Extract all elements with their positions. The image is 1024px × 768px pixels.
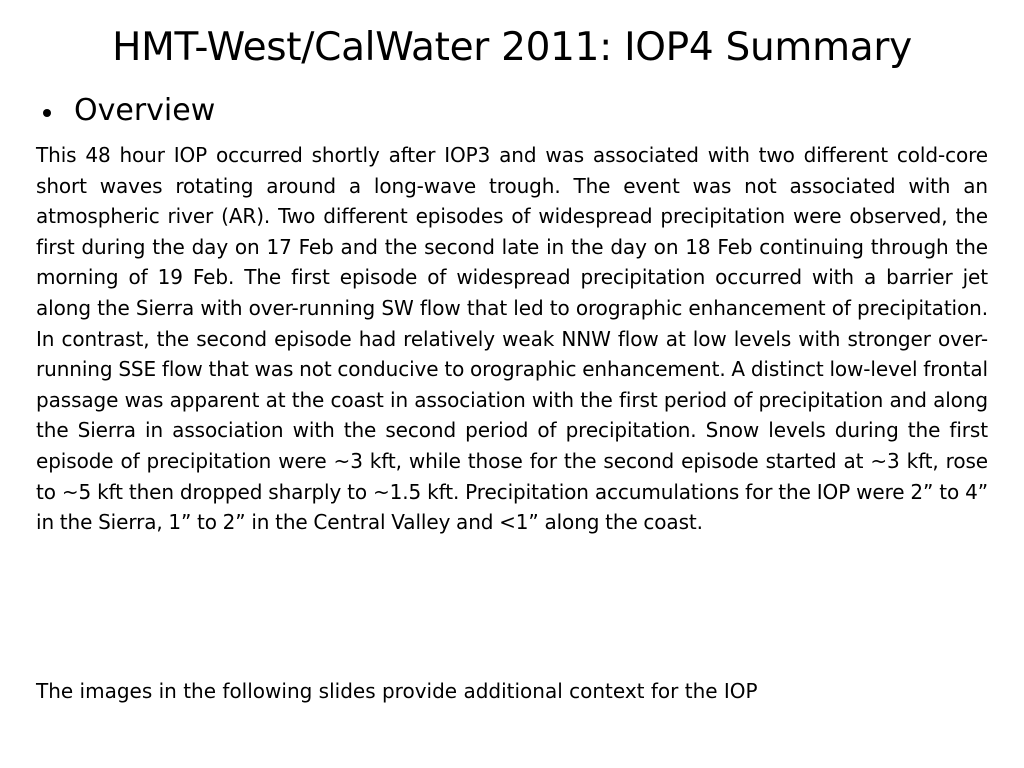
- bullet-label: Overview: [74, 93, 216, 128]
- overview-paragraph: This 48 hour IOP occurred shortly after IOP3 and was associated with two different cold-core short waves rotating around a long-wave trough. The event was not associated with an atmospheric river (AR). Two different episodes of widespread precipitation were observed, the first during the day on 17 Feb and the second late in the day on 18 Feb continuing through the morning of 19 Feb. The first episode of widespread precipitation occurred with a barrier jet along the Sierra with over-running SW flow that led to orographic enhancement of precipitation. In contrast, the second episode had relatively weak NNW flow at low levels with stronger over-running SSE flow that was not conducive to orographic enhancement. A distinct low-level frontal passage was apparent at the coast in association with the first period of precipitation and along the Sierra in association with the second period of precipitation. Snow levels during the first episode of precipitation were ~3 kft, while those for the second episode started at ~3 kft, rose to ~5 kft then dropped sharply to ~1.5 kft. Precipitation accumulations for the IOP were 2” to 4” in the Sierra, 1” to 2” in the Central Valley and <1” along the coast.: [36, 143, 988, 535]
- bullet-dot-icon: [43, 109, 51, 117]
- slide-title: HMT-West/CalWater 2011: IOP4 Summary: [112, 25, 912, 70]
- context-note: The images in the following slides provide additional context for the IOP: [36, 679, 758, 703]
- bullet-item-overview: [43, 90, 215, 132]
